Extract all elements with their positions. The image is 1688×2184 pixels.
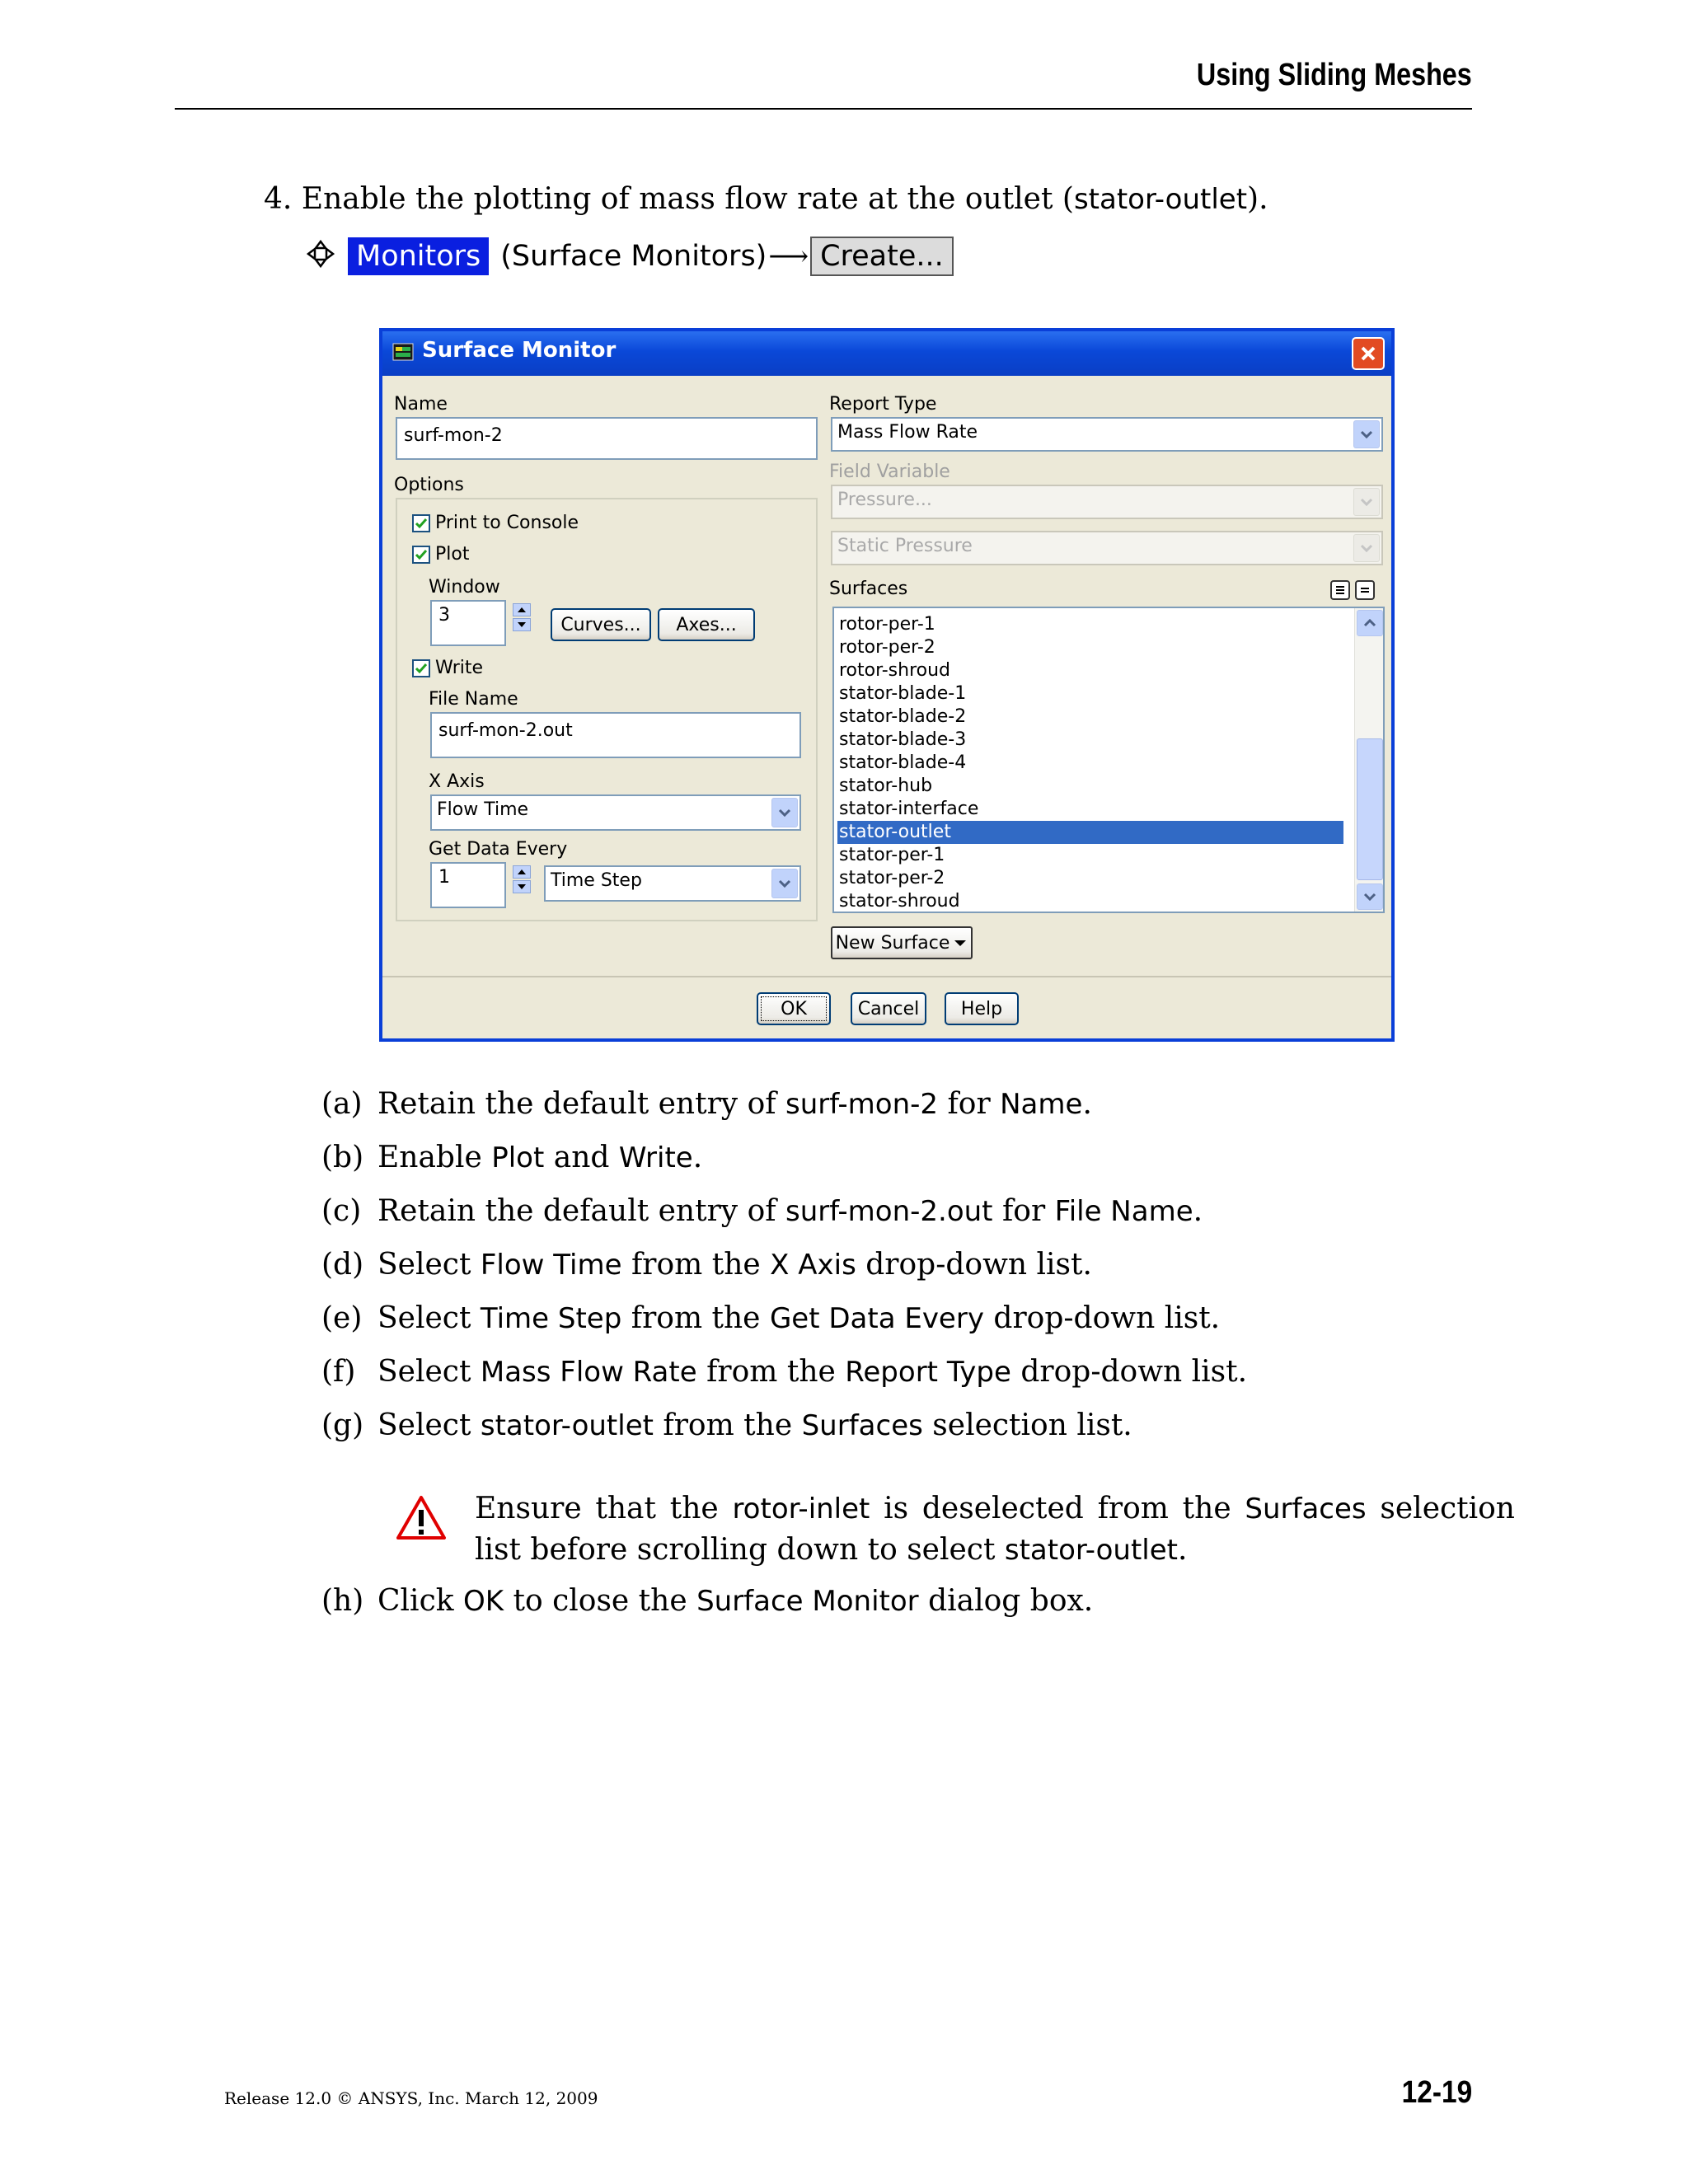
step-code: stator-outlet bbox=[1073, 183, 1248, 216]
item-code: X Axis bbox=[770, 1249, 856, 1282]
surface-list-item[interactable]: stator-per-1 bbox=[839, 845, 945, 865]
four-way-arrow-icon bbox=[307, 240, 335, 268]
item-code: surf-mon-2 bbox=[785, 1088, 939, 1121]
item-text: drop-down list. bbox=[856, 1248, 1092, 1282]
window-input[interactable]: 3 bbox=[430, 600, 506, 646]
step-text: Enable the plotting of mass flow rate at the outlet ( bbox=[301, 182, 1074, 216]
dialog-divider bbox=[382, 976, 1391, 977]
menu-separator: ⟶ bbox=[768, 240, 809, 273]
spin-up-icon[interactable] bbox=[513, 603, 531, 616]
item-code: surf-mon-2.out bbox=[785, 1195, 993, 1228]
item-text: Select bbox=[377, 1355, 481, 1389]
spin-down-icon[interactable] bbox=[513, 618, 531, 631]
item-text: Select bbox=[377, 1248, 481, 1282]
surfaces-scrollbar[interactable] bbox=[1354, 608, 1383, 912]
item-code: Plot bbox=[491, 1141, 545, 1174]
item-tag: (g) bbox=[321, 1408, 364, 1442]
item-code: stator-outlet bbox=[480, 1409, 654, 1442]
item-code: Name bbox=[1000, 1088, 1083, 1121]
new-surface-label: New Surface bbox=[835, 932, 950, 954]
item-text: . bbox=[1193, 1194, 1203, 1228]
step-number: 4. bbox=[264, 182, 293, 216]
chevron-down-icon bbox=[1353, 534, 1380, 562]
file-name-label: File Name bbox=[429, 689, 518, 710]
item-text: for bbox=[992, 1194, 1055, 1228]
options-label: Options bbox=[394, 475, 464, 495]
plot-checkbox[interactable] bbox=[412, 546, 430, 564]
item-code: Report Type bbox=[845, 1356, 1011, 1389]
field-variable-value: Pressure... bbox=[837, 490, 932, 510]
warning-code: Surfaces bbox=[1245, 1493, 1367, 1526]
scrollbar-thumb[interactable] bbox=[1357, 738, 1383, 880]
surface-list-item[interactable]: rotor-per-1 bbox=[839, 614, 935, 635]
dialog-title: Surface Monitor bbox=[422, 338, 617, 363]
surface-list-item[interactable]: stator-shroud bbox=[839, 891, 960, 912]
name-label: Name bbox=[394, 394, 448, 415]
x-axis-dropdown[interactable] bbox=[430, 794, 801, 831]
warning-triangle-icon bbox=[396, 1495, 447, 1541]
surface-list-item[interactable]: stator-blade-3 bbox=[839, 729, 967, 750]
item-code: Surface Monitor bbox=[696, 1585, 919, 1618]
item-text: Select bbox=[377, 1408, 481, 1442]
surface-list-item[interactable]: rotor-shroud bbox=[839, 660, 951, 681]
write-checkbox[interactable] bbox=[412, 659, 430, 677]
warning-part: is deselected from the bbox=[870, 1492, 1245, 1526]
warning-code: stator-outlet bbox=[1004, 1534, 1178, 1567]
item-f bbox=[321, 1354, 1247, 1390]
surface-list-item[interactable]: stator-interface bbox=[839, 799, 979, 819]
get-data-every-spinner[interactable] bbox=[513, 865, 532, 893]
step-4 bbox=[264, 181, 1268, 218]
header-rule bbox=[175, 108, 1472, 110]
report-type-label: Report Type bbox=[829, 394, 937, 415]
surface-list-item[interactable]: stator-blade-1 bbox=[839, 683, 967, 704]
warning-part: Ensure that the bbox=[475, 1492, 733, 1526]
surface-list-item[interactable]: stator-blade-4 bbox=[839, 752, 967, 773]
item-code: Flow Time bbox=[480, 1249, 622, 1282]
item-tag: (e) bbox=[321, 1301, 363, 1335]
ok-button[interactable]: OK bbox=[757, 992, 831, 1025]
step-text-end: ). bbox=[1247, 182, 1268, 216]
item-text: from the bbox=[696, 1355, 846, 1389]
item-g bbox=[321, 1408, 1132, 1444]
warning-part: selection list before scrolling down to select bbox=[475, 1492, 1515, 1567]
checkmark-icon bbox=[415, 662, 428, 675]
item-text: Click bbox=[377, 1584, 463, 1618]
menu-subpath: (Surface Monitors) bbox=[500, 240, 767, 273]
get-data-every-unit-value: Time Step bbox=[551, 870, 642, 891]
item-text: . bbox=[1082, 1087, 1092, 1121]
item-code: Surfaces bbox=[801, 1409, 923, 1442]
new-surface-button[interactable] bbox=[831, 926, 973, 959]
caret-down-icon bbox=[953, 938, 968, 948]
item-text: dialog box. bbox=[918, 1584, 1094, 1618]
item-code: Mass Flow Rate bbox=[480, 1356, 697, 1389]
item-text: Select bbox=[377, 1301, 481, 1335]
checkmark-icon bbox=[415, 517, 428, 530]
item-h bbox=[321, 1583, 1093, 1619]
surface-list-item[interactable]: stator-per-2 bbox=[839, 868, 945, 888]
get-data-every-input[interactable]: 1 bbox=[430, 862, 506, 908]
help-button[interactable]: Help bbox=[945, 992, 1019, 1025]
menu-path bbox=[307, 237, 954, 276]
spin-up-icon[interactable] bbox=[513, 865, 531, 879]
x-axis-label: X Axis bbox=[429, 771, 485, 792]
surface-list-item[interactable]: stator-hub bbox=[839, 776, 933, 796]
select-all-icon[interactable] bbox=[1330, 580, 1350, 600]
window-label: Window bbox=[429, 577, 500, 598]
item-text: and bbox=[544, 1141, 619, 1174]
surface-list-item[interactable]: stator-outlet bbox=[837, 821, 1343, 844]
surface-list-item[interactable]: stator-blade-2 bbox=[839, 706, 967, 727]
surfaces-label: Surfaces bbox=[829, 579, 908, 599]
fluent-app-icon bbox=[392, 343, 414, 361]
get-data-every-unit-dropdown[interactable] bbox=[544, 865, 801, 902]
plot-label: Plot bbox=[435, 544, 470, 565]
file-name-input[interactable]: surf-mon-2.out bbox=[430, 712, 801, 758]
cancel-button[interactable]: Cancel bbox=[851, 992, 926, 1025]
item-text: Retain the default entry of bbox=[377, 1087, 786, 1121]
print-to-console-label: Print to Console bbox=[435, 513, 579, 533]
window-spinner[interactable] bbox=[513, 603, 532, 631]
field-variable-dropdown bbox=[831, 485, 1383, 519]
item-c bbox=[321, 1193, 1203, 1230]
item-code: OK bbox=[463, 1585, 504, 1618]
axes-button[interactable]: Axes... bbox=[658, 608, 755, 641]
item-code: File Name bbox=[1054, 1195, 1193, 1228]
surface-list-item[interactable]: rotor-per-2 bbox=[839, 637, 935, 658]
item-text: drop-down list. bbox=[983, 1301, 1221, 1335]
item-text: selection list. bbox=[922, 1408, 1132, 1442]
item-text: from the bbox=[621, 1248, 771, 1282]
deselect-all-icon[interactable] bbox=[1355, 580, 1375, 600]
surface-monitor-dialog bbox=[379, 328, 1395, 1042]
close-icon bbox=[1359, 344, 1377, 363]
chevron-down-icon[interactable] bbox=[771, 798, 798, 827]
get-data-every-label: Get Data Every bbox=[429, 839, 568, 860]
chevron-down-icon[interactable] bbox=[771, 869, 798, 898]
item-text: for bbox=[938, 1087, 1001, 1121]
item-tag: (b) bbox=[321, 1141, 364, 1174]
item-text: Retain the default entry of bbox=[377, 1194, 786, 1228]
item-tag: (h) bbox=[321, 1584, 364, 1618]
field-variable-sub-dropdown bbox=[831, 531, 1383, 565]
monitors-menu-item[interactable]: Monitors bbox=[348, 237, 489, 275]
item-e bbox=[321, 1301, 1220, 1337]
item-tag: (a) bbox=[321, 1087, 363, 1121]
item-text: from the bbox=[653, 1408, 802, 1442]
item-code: Write bbox=[618, 1141, 693, 1174]
chevron-down-icon[interactable] bbox=[1357, 883, 1383, 910]
checkmark-icon bbox=[415, 548, 428, 561]
item-code: Get Data Every bbox=[769, 1302, 984, 1335]
dialog-titlebar bbox=[382, 331, 1391, 376]
report-type-dropdown[interactable] bbox=[831, 417, 1383, 452]
warning-code: rotor-inlet bbox=[732, 1493, 870, 1526]
item-text: . bbox=[692, 1141, 703, 1174]
x-axis-value: Flow Time bbox=[437, 799, 529, 820]
chevron-down-icon[interactable] bbox=[1353, 420, 1380, 448]
item-tag: (f) bbox=[321, 1355, 356, 1389]
item-tag: (c) bbox=[321, 1194, 362, 1228]
running-head: Using Sliding Meshes bbox=[1197, 58, 1472, 92]
item-text: Enable bbox=[377, 1141, 492, 1174]
close-button[interactable] bbox=[1352, 337, 1385, 370]
write-label: Write bbox=[435, 658, 484, 678]
page-number: 12-19 bbox=[1401, 2075, 1472, 2110]
footer-release: Release 12.0 © ANSYS, Inc. March 12, 2009 bbox=[224, 2088, 598, 2108]
item-code: Time Step bbox=[480, 1302, 622, 1335]
item-text: from the bbox=[621, 1301, 770, 1335]
print-to-console-checkbox[interactable] bbox=[412, 514, 430, 532]
chevron-down-icon bbox=[1353, 488, 1380, 516]
item-text: drop-down list. bbox=[1010, 1355, 1248, 1389]
surfaces-list[interactable] bbox=[832, 607, 1385, 913]
item-text: to close the bbox=[504, 1584, 697, 1618]
create-button-ref[interactable]: Create... bbox=[810, 237, 954, 276]
item-a bbox=[321, 1086, 1092, 1122]
item-b bbox=[321, 1140, 702, 1176]
curves-button[interactable]: Curves... bbox=[551, 608, 651, 641]
chevron-up-icon[interactable] bbox=[1357, 610, 1383, 636]
warning-part: . bbox=[1177, 1533, 1188, 1567]
name-input[interactable]: surf-mon-2 bbox=[396, 417, 818, 460]
item-tag: (d) bbox=[321, 1248, 364, 1282]
report-type-value: Mass Flow Rate bbox=[837, 422, 978, 443]
warning-text bbox=[475, 1488, 1515, 1571]
field-variable-sub-value: Static Pressure bbox=[837, 536, 973, 556]
field-variable-label: Field Variable bbox=[829, 462, 950, 482]
spin-down-icon[interactable] bbox=[513, 880, 531, 893]
item-d bbox=[321, 1247, 1092, 1283]
